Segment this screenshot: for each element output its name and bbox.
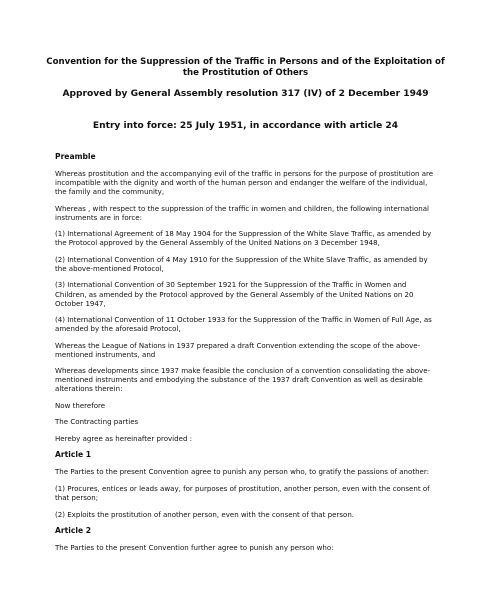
article-1-paragraph: (2) Exploits the prostitution of another person, even with the consent of that person. [55,509,355,519]
preamble-paragraph: (2) International Convention of 4 May 1910 for the Suppression of the White Slave Traffic, as amended by the above-mentioned Protocol, [55,254,428,273]
preamble-paragraph: The Contracting parties [55,417,139,427]
article-1-heading: Article 1 [55,450,92,460]
article-1-paragraph: (1) Procures, entices or leads away, for purposes of prostitution, another person, even with the consent of that person; [55,483,430,503]
preamble-paragraph: Whereas the League of Nations in 1937 prepared a draft Convention extending the scope of the above-mentioned instruments, and [55,340,421,359]
entry-into-force-line: Entry into force: 25 July 1951, in accordance with article 24 [92,121,399,131]
preamble-paragraph: Now therefore [55,400,106,410]
article-1-paragraph: The Parties to the present Convention agree to punish any person who, to gratify the passions of another: [55,467,430,477]
preamble-paragraph: Whereas , with respect to the suppression of the traffic in women and children, the following international instruments are in force: [55,203,430,222]
approval-line: Approved by General Assembly resolution 317 (IV) of 2 December 1949 [62,89,429,99]
preamble-heading: Preamble [55,152,96,161]
preamble-paragraph: Hereby agree as hereinafter provided : [55,433,193,443]
preamble-paragraph: (3) International Convention of 30 September 1921 for the Suppression of the Traffic in Women and Children, as amended by the Protocol approved by the General Assembly of the United Nations on 20 October 1947, [55,280,414,308]
preamble-paragraph: Whereas developments since 1937 make feasible the conclusion of a convention consolidating the above-mentioned instruments and embodying the substance of the 1937 draft Convention as well as desirable alterations therein: [55,366,431,394]
preamble-paragraph: Whereas prostitution and the accompanying evil of the traffic in persons for the purpose of prostitution are incompatible with the dignity and worth of the human person and endanger the welfare of the individual, the family and the community, [55,169,434,197]
preamble-paragraph: (4) International Convention of 11 October 1933 for the Suppression of the Traffic in Women of Full Age, as amended by the aforesaid Protocol, [55,315,432,334]
article-2-paragraph: The Parties to the present Convention further agree to punish any person who: [55,543,334,553]
preamble-paragraph: (1) International Agreement of 18 May 1904 for the Suppression of the White Slave Traffic, as amended by the Protocol approved by the General Assembly of the United Nations on 3 December 1948, [55,229,432,248]
document-title: Convention for the Suppression of the Traffic in Persons and of the Exploitation of the Prostitution of Others [46,57,445,78]
article-2-heading: Article 2 [55,526,92,536]
